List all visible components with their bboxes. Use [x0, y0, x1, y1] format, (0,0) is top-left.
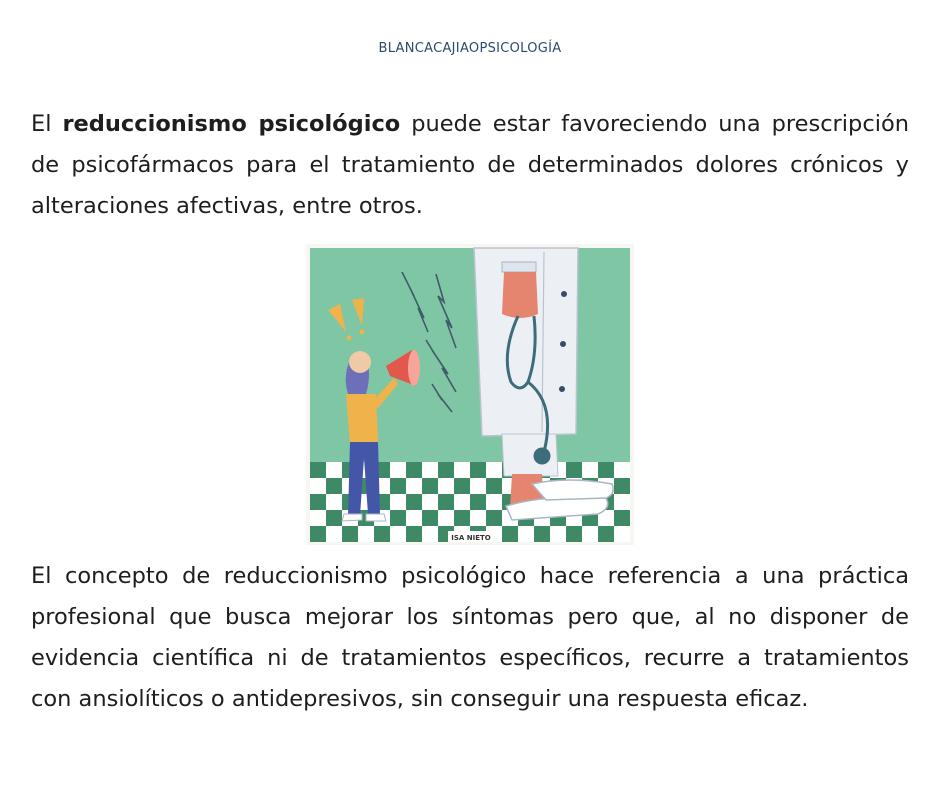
illustration-credit: ISA NIETO	[451, 534, 491, 542]
intro-lead: El	[31, 111, 52, 137]
illustration-svg	[306, 244, 634, 545]
site-brand: BLANCACAJIAOPSICOLOGÍA	[378, 41, 562, 56]
intro-rest: puede estar favoreciendo una prescripción de psicofármacos para el tratamiento de determinados dolores crónicos y alteraciones afectivas, entre otros.	[31, 111, 909, 219]
article-illustration	[306, 244, 634, 545]
body-paragraph: El concepto de reduccionismo psicológico hace referencia a una práctica profesional que busca mejorar los síntomas pero que, al no disponer de evidencia científica ni de tratamientos específicos, recurre a tratamientos con ansiolíticos o antidepresivos, sin conseguir una respuesta eficaz.	[31, 563, 909, 712]
intro-bold-term: reduccionismo psicológico	[62, 111, 401, 137]
intro-paragraph	[31, 104, 909, 227]
